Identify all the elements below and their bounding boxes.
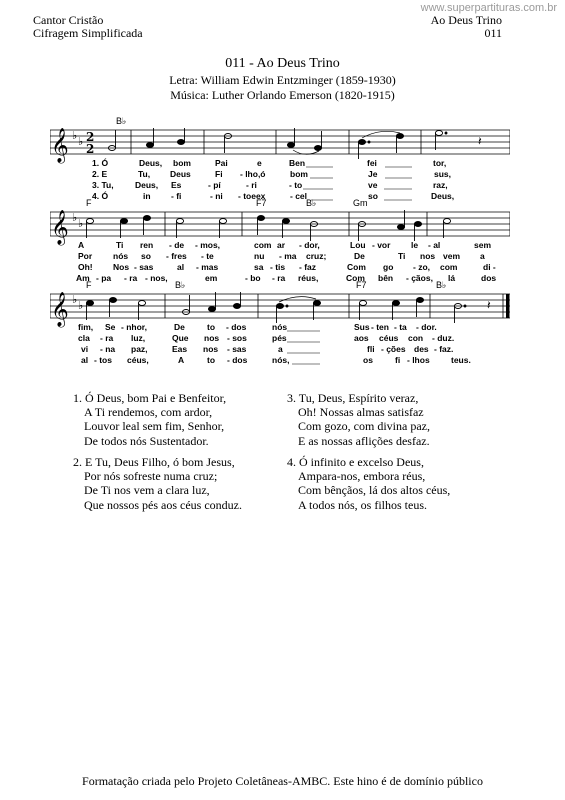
- stanza-line: 4. Ó infinito e excelso Deus,: [287, 455, 424, 469]
- stanza-line: Com bênçãos, lá dos altos céus,: [298, 483, 451, 498]
- stanza-line: Ampara-nos, embora réus,: [298, 469, 426, 484]
- flat-icon: ♭: [72, 293, 78, 306]
- extender-lines: [50, 158, 510, 204]
- time-signature: [86, 130, 94, 156]
- chord-label: B♭: [116, 116, 127, 126]
- hymn-number: 011: [484, 26, 502, 40]
- stanza-line: Por nós sofreste numa cruz;: [84, 469, 218, 484]
- stanza-line: Oh! Nossas almas satisfaz: [298, 405, 424, 420]
- extender-lines: [50, 322, 510, 370]
- final-barline: [506, 294, 510, 318]
- stanza-line: Louvor leal sem fim, Senhor,: [84, 419, 225, 434]
- chord-label: Gm: [353, 198, 368, 208]
- lyricist-credit: Letra: William Edwin Entzminger (1859-1930): [169, 73, 396, 87]
- chord-label: F7: [256, 198, 267, 208]
- stanza-line: 2. E Tu, Deus Filho, ó bom Jesus,: [73, 455, 235, 469]
- treble-clef-icon: 𝄞: [51, 292, 69, 327]
- chord-label: B♭: [306, 198, 317, 208]
- stanza-line: De Ti nos vem a clara luz,: [84, 483, 210, 498]
- stanza-line: 1. Ó Deus, bom Pai e Benfeitor,: [73, 391, 227, 405]
- flat-icon: ♭: [78, 135, 84, 148]
- lyrics-underlay: 1. Ó Deus, bom Pai e Ben fei tor, 2. E Tu, Deus Fi - lho,ó bom Je sus, 3. Tu, Deus, Es - pí - ri - to ve raz, 4. Ó in - fi - ni - toeex - cel so Deus,: [92, 158, 455, 201]
- stanza-line: E as nossas aflições desfaz.: [298, 433, 430, 448]
- page-title: 011 - Ao Deus Trino: [225, 56, 340, 71]
- lyrics-underlay: fim, Se - nhor, De to - dos nós Sus - ten - ta - dor. cla - ra luz, Que nos - sos pés aos céus con - duz. vi - na paz, Eas nos - sas a fli - ções des - faz. al - tos céus, A to - dos nós, os fi - lhos teus.: [78, 322, 471, 365]
- chord-label: B♭: [436, 280, 447, 290]
- stanza-line: A Ti rendemos, com ardor,: [84, 405, 213, 420]
- rest-icon: 𝄽: [487, 298, 491, 312]
- stanza-line: Que nossos pés aos céus conduz.: [84, 497, 242, 512]
- composer-credit: Música: Luther Orlando Emerson (1820-1915): [170, 88, 395, 102]
- flat-icon: ♭: [72, 129, 78, 142]
- music-system-2: [50, 198, 510, 288]
- flat-icon: ♭: [72, 211, 78, 224]
- hymn-name: Ao Deus Trino: [430, 13, 502, 27]
- svg-text:2: 2: [86, 142, 95, 156]
- stanza-line: De todos nós Sustentador.: [84, 433, 209, 448]
- header-left: [33, 14, 143, 40]
- flat-icon: ♭: [78, 217, 84, 230]
- watermark: www.superpartituras.com.br: [420, 2, 557, 14]
- stanza-1: [73, 391, 226, 448]
- treble-clef-icon: 𝄞: [51, 128, 69, 163]
- svg-text:2: 2: [86, 130, 95, 144]
- treble-clef-icon: 𝄞: [51, 210, 69, 245]
- flat-icon: ♭: [78, 299, 84, 312]
- stanza-4: [287, 455, 450, 512]
- lyrics-underlay: A Ti ren - de - mos, com ar - dor, Lou - vor le - al sem Por nós so - fres - te nu - ma cruz; De Ti nos vem a Oh! Nos - sas al - mas sa - tis - faz Com go - zo, com di - Am - pa - ra - nos, em - bo - ra réus, Com bên - çãos, lá dos: [76, 240, 497, 283]
- chord-label: B♭: [175, 280, 186, 290]
- chord-label: F7: [356, 280, 367, 290]
- footer-note: Formatação criada pelo Projeto Coletâneas-AMBC. Este hino é de domínio público: [82, 774, 483, 788]
- stanza-3: [287, 391, 430, 448]
- stanza-line: 3. Tu, Deus, Espírito veraz,: [287, 391, 419, 405]
- stanza-line: A todos nós, os filhos teus.: [298, 497, 428, 512]
- rest-icon: 𝄽: [478, 134, 482, 148]
- stanza-2: [73, 455, 242, 512]
- stanza-line: Com gozo, com divina paz,: [298, 419, 430, 434]
- hymnal-name: Cantor Cristão: [33, 13, 104, 27]
- header-right: [431, 14, 502, 40]
- chord-label: F: [86, 280, 92, 290]
- edition-name: Cifragem Simplificada: [33, 26, 143, 40]
- music-system-3: [50, 280, 510, 370]
- chord-label: F: [86, 198, 92, 208]
